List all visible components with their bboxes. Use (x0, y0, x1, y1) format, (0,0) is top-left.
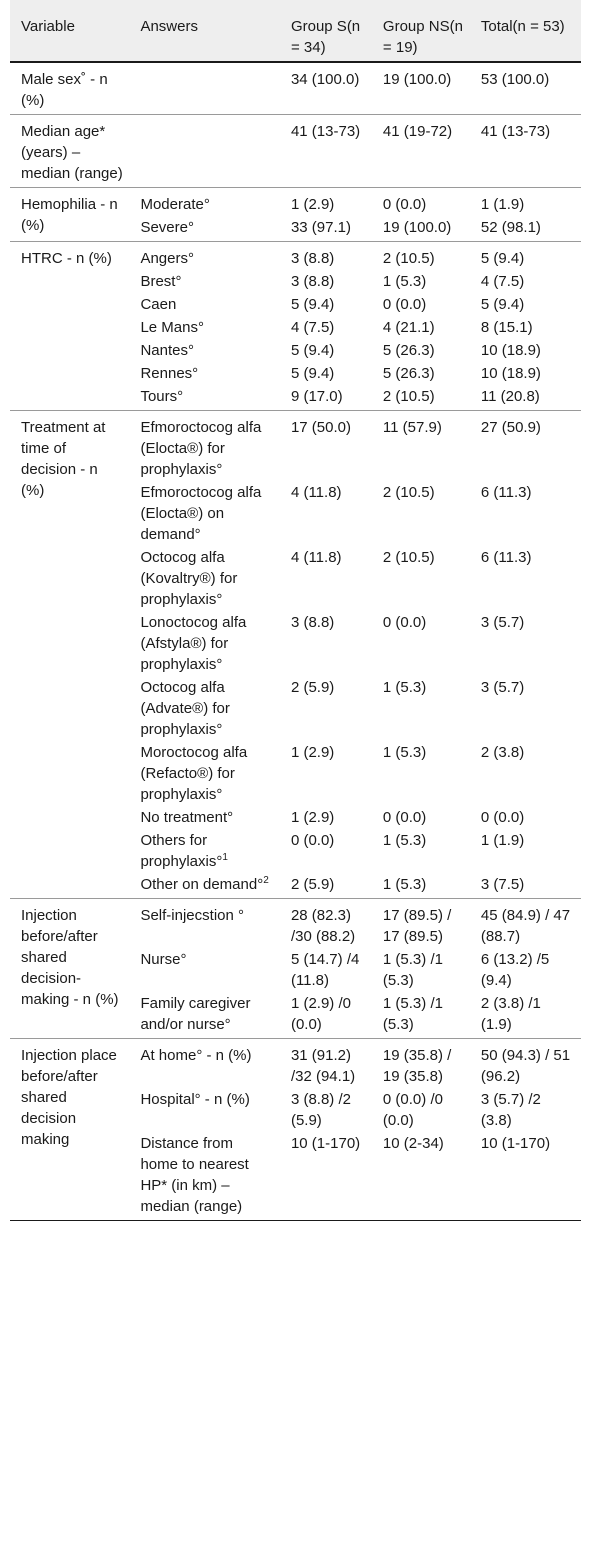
table-row (10, 411, 581, 483)
cell-group-ns: 41 (19-72) (382, 123, 453, 140)
table-row (10, 1039, 581, 1090)
table-row (10, 115, 581, 188)
cell-group-s: 1 (2.9) /0 (0.0) (290, 995, 351, 1033)
cell-group-ns: 1 (5.3) /1 (5.3) (382, 995, 443, 1033)
cell-group-ns: 19 (100.0) (382, 71, 452, 88)
cell-group-ns: 0 (0.0) (382, 809, 427, 826)
cell-group-s: 3 (8.8) /2 (5.9) (290, 1091, 351, 1129)
cell-answer (129, 874, 280, 899)
cell-group-ns: 4 (21.1) (382, 319, 435, 336)
footnote-marker: 2 (263, 875, 269, 886)
cell-group-s: 3 (8.8) (290, 250, 335, 267)
cell-group-ns: 2 (10.5) (382, 250, 435, 267)
cell-total: 0 (0.0) (480, 809, 525, 826)
cell-total: 10 (1-170) (480, 1135, 551, 1152)
header-group-ns: Group NS(n = 19) (372, 0, 470, 62)
characteristics-table (10, 0, 581, 1221)
cell-total: 1 (1.9) (480, 196, 525, 213)
cell-total: 45 (84.9) / 47 (88.7) (480, 907, 571, 945)
cell-group-s: 0 (0.0) (290, 832, 335, 849)
table-body (10, 62, 581, 1221)
cell-group-ns: 11 (57.9) (382, 419, 442, 436)
cell-total: 27 (50.9) (480, 419, 541, 436)
cell-group-s: 5 (9.4) (290, 365, 335, 382)
cell-answer: No treatment° (140, 809, 234, 826)
cell-group-s: 10 (1-170) (290, 1135, 361, 1152)
cell-total: 5 (9.4) (480, 250, 525, 267)
cell-group-s: 3 (8.8) (290, 614, 335, 631)
cell-group-s: 41 (13-73) (290, 123, 361, 140)
cell-group-ns: 19 (35.8) / 19 (35.8) (382, 1047, 452, 1085)
cell-group-ns: 2 (10.5) (382, 388, 435, 405)
cell-group-s: 1 (2.9) (290, 744, 335, 761)
cell-total: 3 (5.7) (480, 614, 525, 631)
cell-group-s: 5 (14.7) /4 (11.8) (290, 951, 360, 989)
table-row (10, 242, 581, 272)
answer-text: Others for prophylaxis° (140, 832, 223, 870)
cell-answer: Distance from home to nearest HP* (in km) – median (range) (140, 1135, 249, 1215)
cell-total: 10 (18.9) (480, 365, 541, 382)
cell-total: 8 (15.1) (480, 319, 533, 336)
cell-group-s: 3 (8.8) (290, 273, 335, 290)
cell-group-ns: 19 (100.0) (382, 219, 452, 236)
cell-total: 50 (94.3) / 51 (96.2) (480, 1047, 571, 1085)
cell-answer (129, 830, 280, 874)
cell-answer: Caen (140, 296, 177, 313)
table-row (10, 188, 581, 218)
cell-total: 3 (7.5) (480, 876, 525, 893)
cell-group-ns: 0 (0.0) (382, 196, 427, 213)
cell-answer: Brest° (140, 273, 182, 290)
cell-answer: Angers° (140, 250, 194, 267)
header-total: Total(n = 53) (470, 0, 581, 62)
cell-group-ns: 2 (10.5) (382, 549, 435, 566)
cell-group-ns: 0 (0.0) (382, 614, 427, 631)
cell-group-s: 4 (11.8) (290, 549, 342, 566)
cell-total: 3 (5.7) (480, 679, 525, 696)
header-row (10, 0, 581, 62)
cell-group-s: 1 (2.9) (290, 809, 335, 826)
header-answers: Answers (129, 0, 280, 62)
cell-answer: Le Mans° (140, 319, 204, 336)
cell-answer: Lonoctocog alfa (Afstyla®) for prophylaxis° (140, 614, 247, 673)
cell-group-s: 34 (100.0) (290, 71, 360, 88)
cell-group-s: 28 (82.3) /30 (88.2) (290, 907, 356, 945)
table-header (10, 0, 581, 62)
cell-total: 4 (7.5) (480, 273, 525, 290)
cell-group-ns: 1 (5.3) (382, 876, 427, 893)
cell-total: 5 (9.4) (480, 296, 525, 313)
cell-group-s: 33 (97.1) (290, 219, 351, 236)
cell-group-ns: 1 (5.3) /1 (5.3) (382, 951, 443, 989)
cell-group-s: 17 (50.0) (290, 419, 351, 436)
cell-answer: Tours° (140, 388, 184, 405)
cell-group-s: 9 (17.0) (290, 388, 343, 405)
cell-answer: Octocog alfa (Kovaltry®) for prophylaxis° (140, 549, 238, 608)
cell-answer: Family caregiver and/or nurse° (140, 995, 251, 1033)
cell-answer: Hospital° - n (%) (140, 1091, 250, 1108)
cell-variable: Injection before/after shared decision-making - n (%) (21, 907, 119, 1008)
cell-total: 52 (98.1) (480, 219, 541, 236)
cell-variable: Injection place before/after shared decision making (21, 1047, 117, 1148)
cell-group-ns: 5 (26.3) (382, 342, 435, 359)
cell-variable: Hemophilia - n (%) (21, 196, 118, 234)
cell-answer: Self-injecstion ° (140, 907, 244, 924)
table-row (10, 62, 581, 115)
cell-answer: Moroctocog alfa (Refacto®) for prophylaxis° (140, 744, 248, 803)
cell-group-s: 1 (2.9) (290, 196, 335, 213)
cell-group-ns: 5 (26.3) (382, 365, 435, 382)
cell-group-s: 2 (5.9) (290, 876, 335, 893)
cell-answer: Efmoroctocog alfa (Elocta®) for prophylaxis° (140, 419, 262, 478)
cell-answer: Efmoroctocog alfa (Elocta®) on demand° (140, 484, 262, 543)
cell-variable: Treatment at time of decision - n (%) (21, 419, 106, 499)
cell-group-ns: 17 (89.5) / 17 (89.5) (382, 907, 452, 945)
cell-total: 6 (11.3) (480, 484, 532, 501)
cell-variable: Median age* (years) – median (range) (21, 123, 123, 182)
cell-group-ns: 1 (5.3) (382, 744, 427, 761)
cell-group-ns: 1 (5.3) (382, 273, 427, 290)
cell-total: 6 (13.2) /5 (9.4) (480, 951, 550, 989)
footnote-marker: 1 (222, 852, 228, 863)
cell-variable: HTRC - n (%) (21, 250, 112, 267)
cell-group-s: 2 (5.9) (290, 679, 335, 696)
cell-group-ns: 0 (0.0) /0 (0.0) (382, 1091, 443, 1129)
cell-total: 41 (13-73) (480, 123, 551, 140)
data-table-container (10, 0, 581, 1221)
cell-total: 11 (20.8) (480, 388, 540, 405)
cell-answer (129, 62, 280, 115)
cell-total: 6 (11.3) (480, 549, 532, 566)
header-group-s: Group S(n = 34) (280, 0, 372, 62)
answer-text: Other on demand° (140, 876, 264, 893)
cell-total: 3 (5.7) /2 (3.8) (480, 1091, 541, 1129)
cell-answer: Rennes° (140, 365, 199, 382)
cell-answer: Severe° (140, 219, 194, 236)
cell-total: 1 (1.9) (480, 832, 525, 849)
cell-group-ns: 2 (10.5) (382, 484, 435, 501)
cell-total: 10 (18.9) (480, 342, 541, 359)
cell-answer (129, 115, 280, 188)
cell-answer: Moderate° (140, 196, 210, 213)
cell-answer: Octocog alfa (Advate®) for prophylaxis° (140, 679, 230, 738)
cell-group-s: 5 (9.4) (290, 296, 335, 313)
cell-group-s: 5 (9.4) (290, 342, 335, 359)
table-row (10, 899, 581, 950)
cell-variable: Male sex˚ - n (%) (21, 71, 108, 109)
cell-total: 2 (3.8) /1 (1.9) (480, 995, 541, 1033)
cell-group-s: 4 (7.5) (290, 319, 335, 336)
cell-group-s: 4 (11.8) (290, 484, 342, 501)
cell-group-ns: 10 (2-34) (382, 1135, 444, 1152)
cell-group-s: 31 (91.2) /32 (94.1) (290, 1047, 356, 1085)
cell-group-ns: 1 (5.3) (382, 832, 427, 849)
cell-total: 2 (3.8) (480, 744, 525, 761)
cell-answer: At home° - n (%) (140, 1047, 252, 1064)
cell-group-ns: 1 (5.3) (382, 679, 427, 696)
cell-answer: Nurse° (140, 951, 187, 968)
cell-answer: Nantes° (140, 342, 194, 359)
cell-group-ns: 0 (0.0) (382, 296, 427, 313)
cell-total: 53 (100.0) (480, 71, 550, 88)
header-variable: Variable (10, 0, 129, 62)
